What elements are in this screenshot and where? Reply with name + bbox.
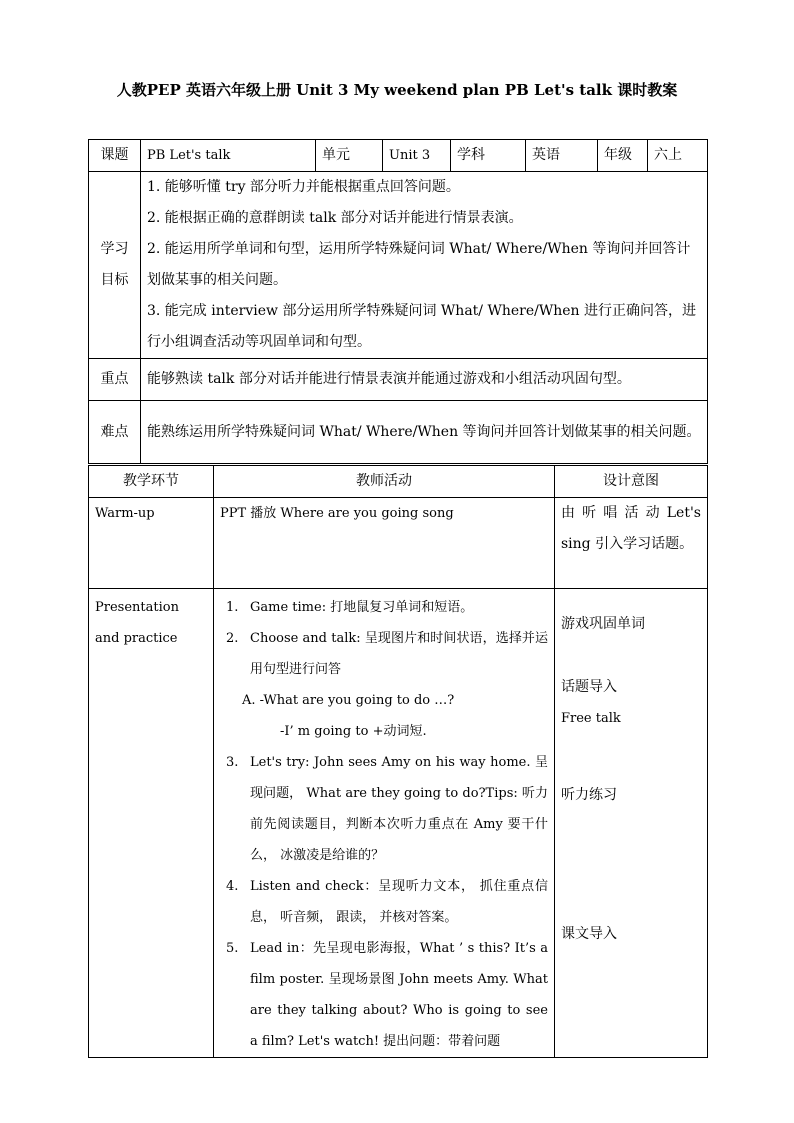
activity-number: 1. xyxy=(226,600,239,615)
goal-item: 2. 能根据正确的意群朗读 talk 部分对话并能进行情景表演。 xyxy=(147,210,523,226)
goal-item: 1. 能够听懂 try 部分听力并能根据重点回答问题。 xyxy=(147,179,460,195)
activity-item xyxy=(226,623,548,685)
intent-item: Free talk xyxy=(561,711,621,726)
activity-text: Game time: 打地鼠复习单词和短语。 xyxy=(250,600,474,615)
warmup-stage: Warm-up xyxy=(89,498,214,589)
warmup-activity: PPT 播放 Where are you going song xyxy=(214,498,555,589)
key-point-label: 重点 xyxy=(89,359,141,401)
topic-value: PB Let's talk xyxy=(141,140,316,172)
activity-text: Choose and talk: 呈现图片和时间状语，选择并运用句型进行问答 xyxy=(250,631,548,677)
goals-label-line1: 学习 xyxy=(100,241,129,257)
example-answer: -I’ m going to +动词短. xyxy=(280,724,427,739)
subject-value: 英语 xyxy=(526,140,598,172)
activity-number: 3. xyxy=(226,755,239,770)
goal-item: 2. 能运用所学单词和句型，运用所学特殊疑问词 What/ Where/When 等询问并回答计划做某事的相关问题。 xyxy=(147,241,691,288)
goals-list xyxy=(141,172,708,359)
difficulty-label: 难点 xyxy=(89,401,141,464)
intent-item: 游戏巩固单词 xyxy=(561,616,645,632)
grade-label: 年级 xyxy=(598,140,648,172)
key-point-text: 能够熟读 talk 部分对话并能进行情景表演并能通过游戏和小组活动巩固句型。 xyxy=(141,359,708,401)
intent-item: 听力练习 xyxy=(561,787,617,803)
goals-label-line2: 目标 xyxy=(100,272,129,288)
lesson-info-table xyxy=(88,139,708,464)
intent-item: 话题导入 xyxy=(561,679,617,695)
page-title: 人教PEP 英语六年级上册 Unit 3 My weekend plan PB Let's talk 课时教案 xyxy=(116,81,678,99)
activity-number: 4. xyxy=(226,879,239,894)
activity-text: Listen and check：呈现听力文本， 抓住重点信息， 听音频， 跟读， 并核对答案。 xyxy=(250,879,548,925)
activity-text: Lead in：先呈现电影海报，What ’ s this? It’s a film poster. 呈现场景图 John meets Amy. What are they talking about? Who is going to see a film? Let's watch! 提出问题：带着问题 xyxy=(250,941,548,1049)
activity-item xyxy=(226,747,548,871)
warmup-intent: 由 听 唱 活 动 Let's sing 引入学习话题。 xyxy=(555,498,708,589)
subject-label: 学科 xyxy=(451,140,526,172)
activity-item xyxy=(226,592,548,623)
grade-value: 六上 xyxy=(648,140,708,172)
activity-item xyxy=(226,871,548,933)
activity-header: 教师活动 xyxy=(214,466,555,498)
goals-label xyxy=(89,172,141,359)
difficulty-text: 能熟练运用所学特殊疑问词 What/ Where/When 等询问并回答计划做某事的相关问题。 xyxy=(141,401,708,464)
teaching-process-table xyxy=(88,465,708,1058)
presentation-intents xyxy=(555,589,708,1058)
stage-header: 教学环节 xyxy=(89,466,214,498)
activity-text: Let's try: John sees Amy on his way home. 呈现问题， What are they going to do?Tips: 听力前先阅读题目，判断本次听力重点在 Amy 要干什么， 冰激凌是给谁的？ xyxy=(250,755,548,863)
topic-label: 课题 xyxy=(89,140,141,172)
example-question: A. -What are you going to do …? xyxy=(242,693,455,708)
intent-header: 设计意图 xyxy=(555,466,708,498)
activity-number: 5. xyxy=(226,941,239,956)
unit-value: Unit 3 xyxy=(383,140,451,172)
activity-item xyxy=(226,933,548,1057)
unit-label: 单元 xyxy=(316,140,383,172)
intent-item: 课文导入 xyxy=(561,926,617,942)
presentation-stage: Presentation and practice xyxy=(89,589,214,1058)
presentation-activities xyxy=(214,589,555,1058)
goal-item: 3. 能完成 interview 部分运用所学特殊疑问词 What/ Where/When 进行正确问答，进行小组调查活动等巩固单词和句型。 xyxy=(147,303,696,350)
activity-number: 2. xyxy=(226,631,239,646)
